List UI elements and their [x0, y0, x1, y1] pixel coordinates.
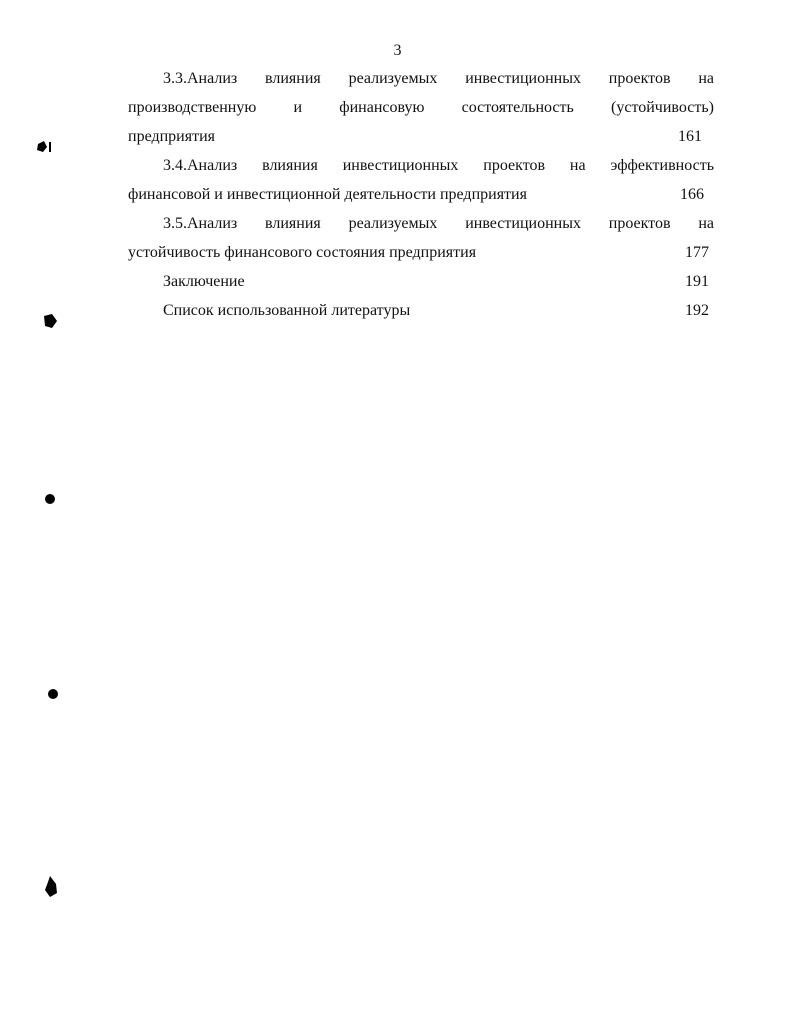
toc-word: проектов: [483, 157, 546, 174]
toc-word: на: [698, 215, 714, 232]
hole-mark-4: [48, 689, 58, 699]
toc-word: инвестиционных: [465, 215, 581, 232]
toc-page-number: 191: [685, 273, 709, 290]
toc-word: проектов: [608, 215, 671, 232]
toc-entry-conclusion: [128, 271, 714, 300]
toc-word: (устойчивость): [611, 99, 714, 116]
toc-line: [128, 184, 714, 213]
toc-word: реализуемых: [348, 215, 438, 232]
toc-line: [128, 68, 714, 97]
toc-text: Список использованной литературы: [163, 302, 411, 319]
toc-line: [128, 213, 714, 242]
toc-word: 3.5.Анализ: [163, 215, 238, 232]
toc-page-number: 177: [685, 244, 709, 261]
toc-word: состоятельность: [461, 99, 574, 116]
toc-text: финансовой и инвестиционной деятельности предприятия: [128, 186, 527, 203]
toc-line: [128, 271, 714, 300]
toc-word: предприятия: [128, 128, 215, 145]
toc-word: эффективность: [610, 157, 714, 174]
toc-word: инвестиционных: [342, 157, 459, 174]
hole-mark-5: [45, 876, 57, 897]
toc-word: производственную: [128, 99, 257, 116]
toc-page-number: 166: [680, 186, 704, 203]
toc-word: реализуемых: [348, 70, 438, 87]
toc-line: [128, 126, 714, 155]
toc-entry-references: [128, 300, 714, 329]
toc-word: 3.3.Анализ: [163, 70, 238, 87]
hole-mark-3: [45, 494, 55, 504]
toc-line: [128, 242, 714, 271]
toc-page-number: 161: [678, 128, 702, 145]
hole-mark-2: [44, 314, 57, 328]
toc-line: [128, 97, 714, 126]
toc-line: [128, 300, 714, 329]
toc-word: финансовую: [339, 99, 425, 116]
toc-word: влияния: [265, 215, 321, 232]
page-number: 3: [393, 42, 402, 59]
toc-page-number: 192: [685, 302, 709, 319]
toc-text: Заключение: [163, 273, 245, 290]
toc-word: и: [293, 99, 303, 116]
toc-word: 3.4.Анализ: [163, 157, 238, 174]
toc-entry-3-4: [128, 155, 714, 213]
toc-entry-3-3: [128, 68, 714, 155]
toc-word: проектов: [608, 70, 671, 87]
toc-word: влияния: [265, 70, 321, 87]
hole-mark-1: [37, 141, 51, 152]
toc-word: инвестиционных: [465, 70, 581, 87]
toc-entry-3-5: [128, 213, 714, 271]
toc-line: [128, 155, 714, 184]
toc-word: влияния: [262, 157, 318, 174]
table-of-contents: [128, 68, 714, 329]
toc-word: на: [698, 70, 714, 87]
toc-word: на: [569, 157, 586, 174]
toc-text: устойчивость финансового состояния предприятия: [128, 244, 477, 261]
